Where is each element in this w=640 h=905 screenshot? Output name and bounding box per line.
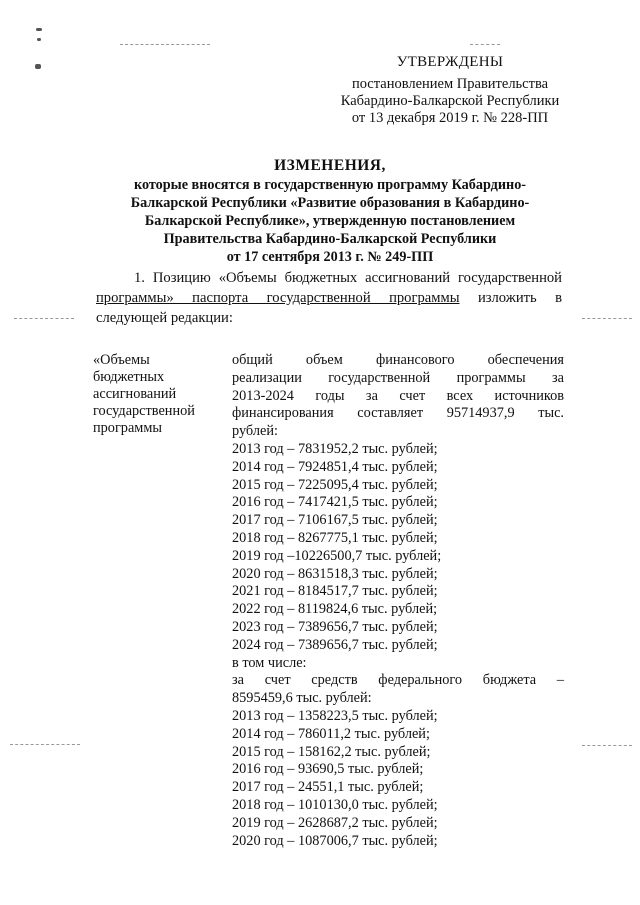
intro-underlined-text: программы» паспорта государственной программы	[96, 290, 460, 306]
year-line: 2018 год – 8267775,1 тыс. рублей;	[232, 529, 438, 546]
label-line: бюджетных	[93, 369, 165, 385]
heading-line: Правительства Кабардино-Балкарской Республики	[163, 231, 497, 247]
scan-mark	[37, 38, 41, 41]
passport-content	[232, 352, 564, 850]
intro-paragraph	[96, 268, 562, 328]
year-line: 2020 год – 8631518,3 тыс. рублей;	[232, 565, 438, 582]
intro-text: изложить в следующей редакции:	[96, 290, 563, 326]
heading-line: которые вносятся в государственную программу Кабардино-	[133, 177, 527, 193]
scan-mark	[35, 64, 41, 69]
total-line: общий объем финансового обеспечения	[232, 352, 564, 368]
including-line: в том числе:	[232, 654, 307, 671]
federal-year-line: 2015 год – 158162,2 тыс. рублей;	[232, 743, 431, 760]
total-line: 2013-2024 годы за счет всех источников	[232, 387, 564, 404]
total-line: финансирования составляет 95714937,9 тыс.	[232, 405, 564, 422]
scan-mark	[36, 28, 42, 31]
year-line: 2013 год – 7831952,2 тыс. рублей;	[232, 440, 438, 457]
year-line: 2019 год –10226500,7 тыс. рублей;	[232, 547, 442, 564]
approval-title: УТВЕРЖДЕНЫ	[396, 54, 504, 70]
year-line: 2024 год – 7389656,7 тыс. рублей;	[232, 636, 438, 653]
label-line: программы	[93, 420, 163, 436]
year-line: 2021 год – 8184517,7 тыс. рублей;	[232, 583, 438, 600]
heading-line: Балкарской Республике», утвержденную постановлением	[144, 213, 516, 229]
approval-line: Кабардино-Балкарской Республики	[340, 93, 560, 109]
federal-year-line: 2013 год – 1358223,5 тыс. рублей;	[232, 707, 438, 724]
federal-year-line: 2019 год – 2628687,2 тыс. рублей;	[232, 814, 438, 831]
scan-dash	[582, 318, 632, 320]
approval-line: от 13 декабря 2019 г. № 228-ПП	[351, 110, 549, 126]
federal-year-line: 2020 год – 1087006,7 тыс. рублей;	[232, 832, 438, 849]
label-line: «Объемы	[93, 352, 150, 368]
passport-label	[93, 352, 223, 437]
heading-title: ИЗМЕНЕНИЯ,	[274, 157, 386, 174]
year-line: 2014 год – 7924851,4 тыс. рублей;	[232, 458, 438, 475]
document-heading	[80, 157, 580, 266]
federal-year-line: 2016 год – 93690,5 тыс. рублей;	[232, 761, 424, 778]
scan-dash	[10, 744, 80, 746]
year-line: 2023 год – 7389656,7 тыс. рублей;	[232, 618, 438, 635]
heading-line: от 17 сентября 2013 г. № 249-ПП	[226, 249, 434, 265]
label-line: государственной	[93, 403, 195, 419]
year-line: 2016 год – 7417421,5 тыс. рублей;	[232, 494, 438, 511]
approval-line: постановлением Правительства	[351, 76, 549, 92]
scan-dash	[582, 745, 632, 747]
federal-year-line: 2018 год – 1010130,0 тыс. рублей;	[232, 796, 438, 813]
federal-year-line: 2017 год – 24551,1 тыс. рублей;	[232, 779, 424, 796]
label-line: ассигнований	[93, 386, 177, 402]
federal-line: за счет средств федерального бюджета –	[232, 672, 564, 689]
scan-dash	[14, 318, 74, 320]
approval-block	[300, 54, 600, 127]
year-line: 2022 год – 8119824,6 тыс. рублей;	[232, 601, 438, 618]
federal-year-line: 2014 год – 786011,2 тыс. рублей;	[232, 725, 430, 742]
year-line: 2015 год – 7225095,4 тыс. рублей;	[232, 476, 438, 493]
intro-text: 1. Позицию «Объемы бюджетных ассигнований государственной	[134, 270, 562, 286]
year-line: 2017 год – 7106167,5 тыс. рублей;	[232, 512, 438, 529]
total-line: рублей:	[232, 423, 278, 440]
heading-line: Балкарской Республики «Развитие образования в Кабардино-	[130, 195, 530, 211]
scan-dash	[120, 44, 210, 46]
total-line: реализации государственной программы за	[232, 369, 564, 386]
federal-line: 8595459,6 тыс. рублей:	[232, 690, 372, 707]
scan-dash	[470, 44, 500, 46]
